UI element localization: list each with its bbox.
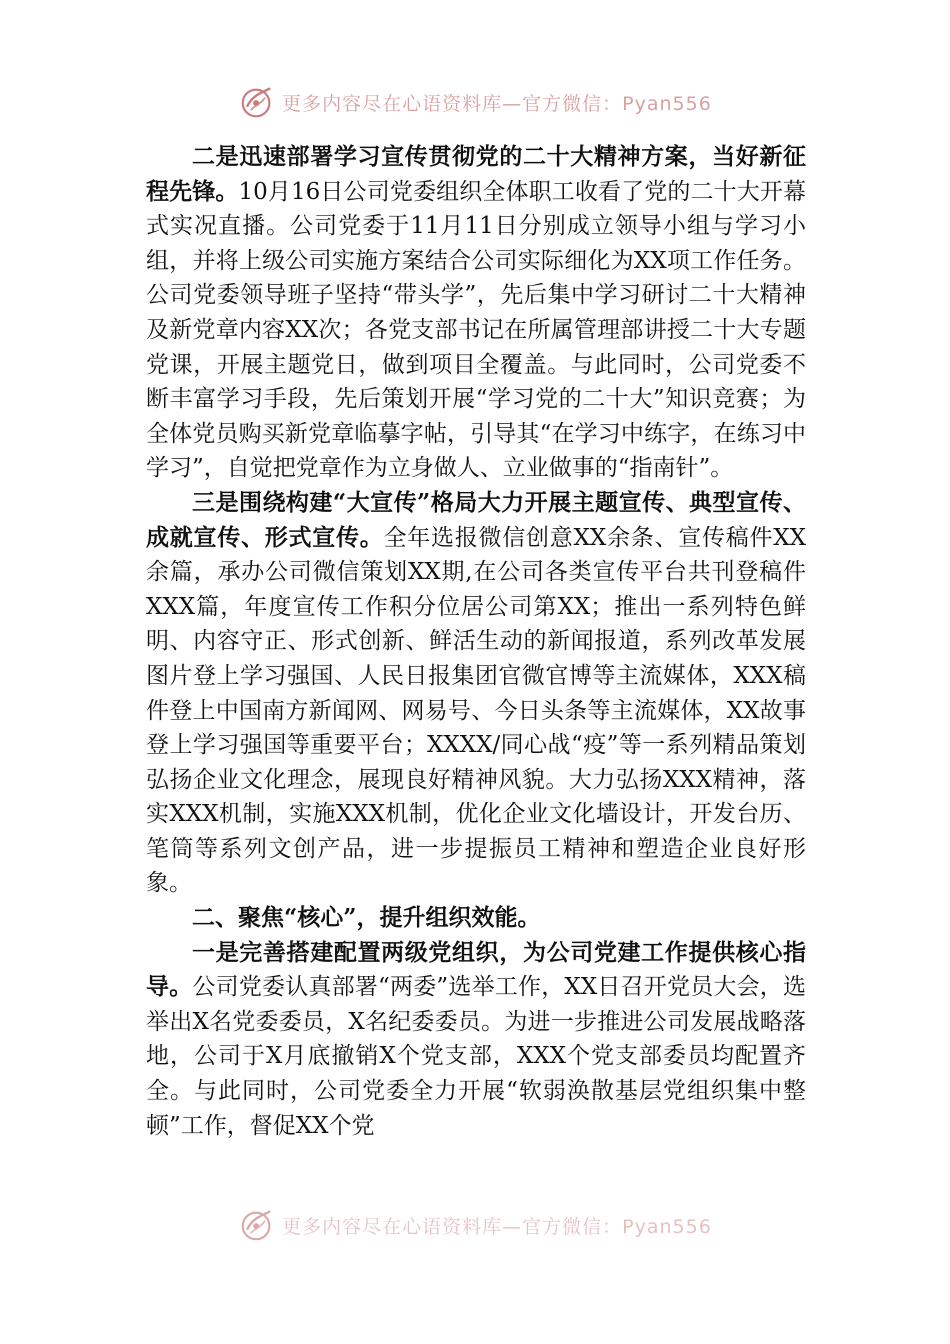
watermark-text: 更多内容尽在心语资料库—官方微信：Pyan556 <box>282 1215 712 1238</box>
watermark-text: 更多内容尽在心语资料库—官方微信：Pyan556 <box>282 92 712 115</box>
document-body <box>146 140 806 1143</box>
paragraph-heading: 三是围绕构建“大宣传”格局大力开展主题宣传、典型宣传、成就宣传、形式宣传。 <box>146 488 806 551</box>
section-heading-text: 二、聚焦“核心”，提升组织效能。 <box>192 904 541 932</box>
paragraph-text: 公司党委认真部署“两委”选举工作，XX日召开党员大会，选举出X名党委委员，X名纪委委员。为进一步推进公司发展战略落地，公司于X月底撤销X个党支部，XXX个党支部委员均配置齐全。与此同时，公司党委全力开展“软弱涣散基层党组织集中整顿”工作，督促XX个党 <box>146 974 807 1139</box>
paragraph <box>146 486 806 901</box>
section-heading <box>146 901 806 936</box>
seal-logo-icon <box>238 1206 276 1244</box>
paragraph <box>146 936 806 1144</box>
paragraph-heading: 二是迅速部署学习宣传贯彻党的二十大精神方案，当好新征程先锋。 <box>146 143 806 205</box>
paragraph-text: 全年选报微信创意XX余条、宣传稿件XX余篇，承办公司微信策划XX期,在公司各类宣传平台共刊登稿件XXX篇，年度宣传工作积分位居公司第XX；推出一系列特色鲜明、内容守正、形式创新、鲜活生动的新闻报道，系列改革发展图片登上学习强国、人民日报集团官微官博等主流媒体，XXX稿件登上中国南方新闻网、网易号、今日头条等主流媒体，XX故事登上学习强国等重要平台；XXXX/同心战“疫”等一系列精品策划弘扬企业文化理念，展现良好精神风貌。大力弘扬XXX精神，落实XXX机制，实施XXX机制，优化企业文化墙设计，开发台历、笔筒等系列文创产品，进一步提振员工精神和塑造企业良好形象。 <box>146 524 806 897</box>
paragraph-heading: 一是完善搭建配置两级党组织，为公司党建工作提供核心指导。 <box>146 938 806 1001</box>
seal-logo-icon <box>238 83 276 121</box>
paragraph <box>146 140 806 486</box>
watermark-footer <box>0 1203 950 1247</box>
paragraph-text: 10月16日公司党委组织全体职工收看了党的二十大开幕式实况直播。公司党委于11月11日分别成立领导小组与学习小组，并将上级公司实施方案结合公司实际细化为XX项工作任务。公司党委领导班子坚持“带头学”，先后集中学习研讨二十大精神及新党章内容XX次；各党支部书记在所属管理部讲授二十大专题党课，开展主题党日，做到项目全覆盖。与此同时，公司党委不断丰富学习手段，先后策划开展“学习党的二十大”知识竞赛；为全体党员购买新党章临摹字帖，引导其“在学习中练字，在练习中学习”，自觉把党章作为立身做人、立业做事的“指南针”。 <box>146 178 806 482</box>
watermark-header <box>0 80 950 124</box>
